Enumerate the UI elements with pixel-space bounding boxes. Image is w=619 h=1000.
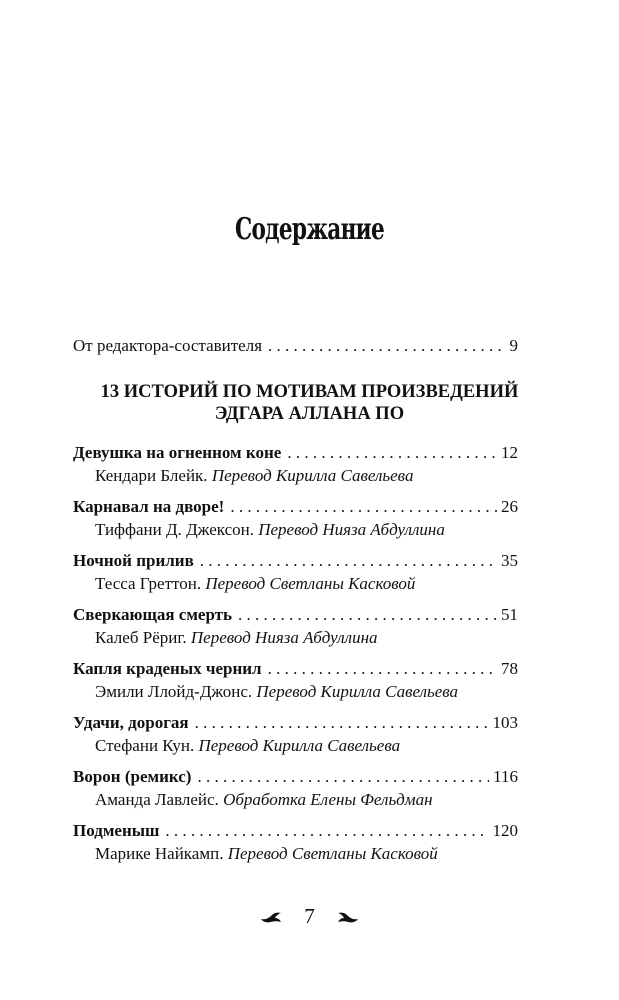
entry-byline	[95, 627, 378, 649]
toc-entry	[73, 496, 518, 518]
entry-page: 103	[492, 713, 518, 732]
entry-credit: Перевод Кирилла Савельева	[198, 736, 401, 755]
toc-entry	[73, 550, 518, 572]
entry-title: Ночной прилив	[73, 551, 194, 570]
entry-byline	[95, 681, 458, 703]
entry-credit: Перевод Светланы Касковой	[227, 844, 438, 863]
entry-credit: Обработка Елены Фельдман	[223, 790, 433, 809]
section-heading	[40, 381, 579, 425]
entry-author: Кендари Блейк.	[95, 466, 208, 485]
toc-entry	[73, 820, 518, 842]
entry-page: 51	[501, 605, 518, 624]
dot-leader	[200, 550, 497, 572]
dot-leader	[197, 766, 489, 788]
entry-author: Тесса Греттон.	[95, 574, 202, 593]
entry-author: Калеб Рёриг.	[95, 628, 187, 647]
entry-page: 12	[501, 443, 518, 462]
swallow-right-icon	[337, 910, 359, 924]
toc-entry	[73, 604, 518, 626]
entry-author: Марике Найкамп.	[95, 844, 224, 863]
entry-author: Эмили Ллойд-Джонс.	[95, 682, 253, 701]
swallow-left-icon	[260, 910, 282, 924]
page-title: Содержание	[234, 212, 385, 247]
entry-title: Ворон (ремикс)	[73, 767, 192, 786]
dot-leader	[230, 496, 497, 518]
entry-title: Карнавал на дворе!	[73, 497, 225, 516]
dot-leader	[165, 820, 488, 842]
section-heading-line-2: ЭДГАРА АЛЛАНА ПО	[214, 404, 405, 424]
entry-byline	[95, 789, 433, 811]
page-number: 7	[304, 904, 315, 928]
toc-entry	[73, 658, 518, 680]
entry-author: Тиффани Д. Джексон.	[95, 520, 254, 539]
entry-title: Удачи, дорогая	[73, 713, 189, 732]
dot-leader	[195, 712, 489, 734]
entry-page: 116	[493, 767, 518, 786]
toc-entry	[73, 766, 518, 788]
entry-byline	[95, 843, 438, 865]
entry-byline	[95, 573, 415, 595]
entry-title: Сверкающая смерть	[73, 605, 233, 624]
entry-credit: Перевод Кирилла Савельева	[256, 682, 459, 701]
section-heading-line-1: 13 ИСТОРИЙ ПО МОТИВАМ ПРОИЗВЕДЕНИЙ	[100, 382, 519, 402]
entry-page: 120	[492, 821, 518, 840]
entry-page: 35	[501, 551, 518, 570]
entry-byline	[95, 735, 400, 757]
dot-leader	[268, 658, 497, 680]
entry-credit: Перевод Нияза Абдуллина	[190, 628, 378, 647]
entry-title: Девушка на огненном коне	[73, 443, 282, 462]
page-footer	[0, 904, 619, 929]
dot-leader	[287, 442, 497, 464]
entry-credit: Перевод Светланы Касковой	[205, 574, 416, 593]
entry-title: Капля краденых чернил	[73, 659, 262, 678]
entry-page: 78	[501, 659, 518, 678]
entry-page: 26	[501, 497, 518, 516]
entry-byline	[95, 465, 413, 487]
entry-title: Подменыш	[73, 821, 160, 840]
toc-preface-page: 9	[509, 336, 518, 355]
entry-author: Стефани Кун.	[95, 736, 195, 755]
dot-leader	[238, 604, 497, 626]
dot-leader	[268, 335, 505, 357]
toc-preface-label: От редактора-составителя	[73, 336, 263, 355]
entry-credit: Перевод Нияза Абдуллина	[258, 520, 445, 539]
toc-preface	[73, 335, 518, 357]
entry-credit: Перевод Кирилла Савельева	[211, 466, 414, 485]
entry-author: Аманда Лавлейс.	[95, 790, 219, 809]
entry-byline	[95, 519, 445, 541]
toc-entry	[73, 442, 518, 464]
toc-entry	[73, 712, 518, 734]
